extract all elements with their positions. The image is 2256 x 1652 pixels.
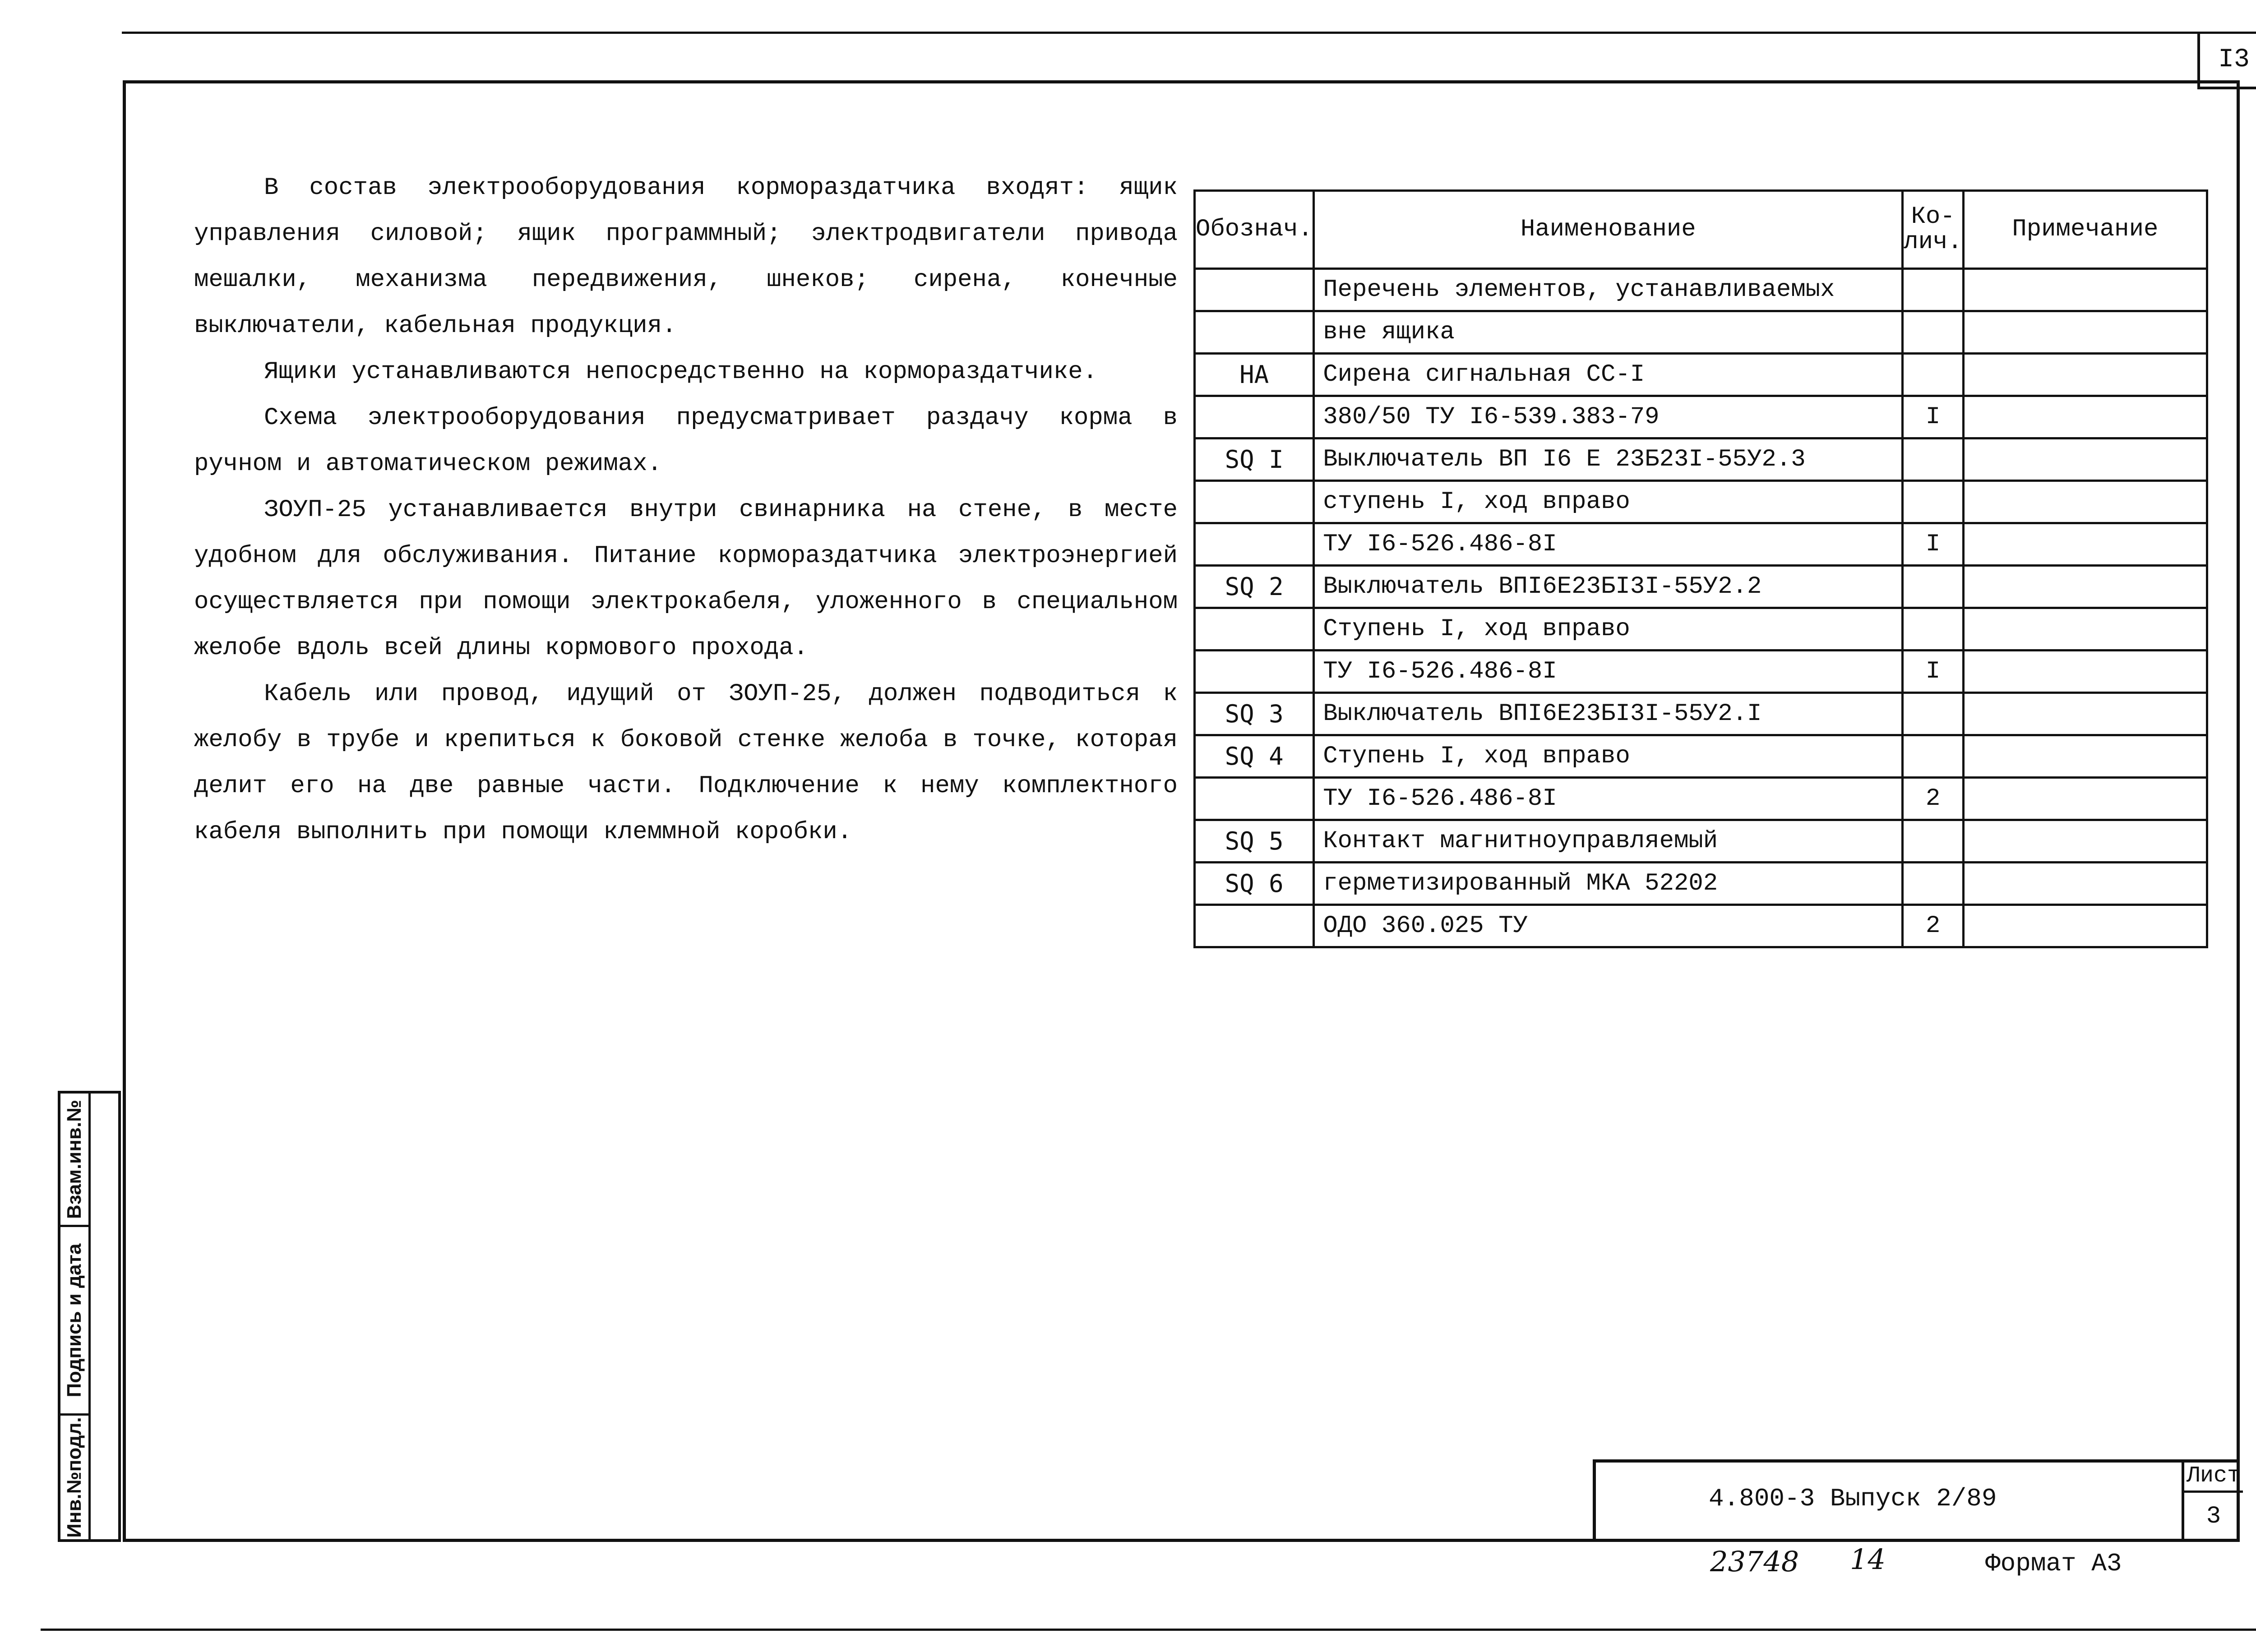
cell-note xyxy=(1963,608,2207,651)
cell-designation xyxy=(1195,269,1314,311)
cell-designation xyxy=(1195,608,1314,651)
cell-qty xyxy=(1903,311,1964,354)
cell-qty xyxy=(1903,438,1964,481)
cell-note xyxy=(1963,863,2207,905)
cell-name: Ступень I, ход вправо xyxy=(1314,735,1903,778)
paragraph: Кабель или провод, идущий от ЗОУП-25, должен подводиться к желобу в трубе и крепиться к боковой стенке желоба в точке, которая делит его на две равные части. Подключение к нему комплектного кабеля выполнить при помощи клеммной коробки. xyxy=(194,680,1178,846)
sheet-box xyxy=(2182,1463,2246,1542)
cell-note xyxy=(1963,566,2207,608)
cell-note xyxy=(1963,523,2207,566)
cell-designation: SQ I xyxy=(1195,438,1314,481)
paragraph: ЗОУП-25 устанавливается внутри свинарника на стене, в месте удобном для обслуживания. Питание кормораздатчика электроэнергией осуществляется при помощи электрокабеля, уложенного в специальном желобе вдоль всей длины кормового прохода. xyxy=(194,496,1178,662)
cell-qty xyxy=(1903,735,1964,778)
cell-note xyxy=(1963,481,2207,523)
cell-qty: 2 xyxy=(1903,905,1964,947)
table-row xyxy=(1195,523,2207,566)
stamp-inv-label: Инв.№подл. xyxy=(63,1417,85,1538)
cell-name: ТУ I6-526.486-8I xyxy=(1314,778,1903,820)
cell-note xyxy=(1963,354,2207,396)
cell-name: Ступень I, ход вправо xyxy=(1314,608,1903,651)
table-row xyxy=(1195,778,2207,820)
cell-designation xyxy=(1195,523,1314,566)
cell-note xyxy=(1963,905,2207,947)
cell-note xyxy=(1963,396,2207,438)
cell-qty xyxy=(1903,269,1964,311)
top-edge-line xyxy=(122,32,2256,34)
cell-designation: SQ 3 xyxy=(1195,693,1314,735)
stamp-replaces-label: Взам.инв.№ xyxy=(63,1099,85,1219)
cell-designation: SQ 4 xyxy=(1195,735,1314,778)
stamp-inv-cell xyxy=(60,1416,88,1539)
cell-qty: I xyxy=(1903,651,1964,693)
cell-designation: SQ 2 xyxy=(1195,566,1314,608)
cell-name: 380/50 ТУ I6-539.383-79 xyxy=(1314,396,1903,438)
cell-qty xyxy=(1903,481,1964,523)
table-row xyxy=(1195,820,2207,863)
cell-qty: I xyxy=(1903,523,1964,566)
format-label: Формат А3 xyxy=(1985,1549,2122,1578)
header-qty xyxy=(1903,191,1964,269)
cell-note xyxy=(1963,693,2207,735)
cell-name: Выключатель ВПI6Е23БI3I-55У2.2 xyxy=(1314,566,1903,608)
cell-name: Перечень элементов, устанавливаемых xyxy=(1314,269,1903,311)
cell-designation: SQ 5 xyxy=(1195,820,1314,863)
page-number: I3 xyxy=(2197,32,2256,89)
table-row xyxy=(1195,735,2207,778)
stamp-replaces-cell xyxy=(60,1094,88,1227)
paragraph: Ящики устанавливаются непосредственно на кормораздатчике. xyxy=(264,358,1098,386)
cell-qty xyxy=(1903,354,1964,396)
table-row xyxy=(1195,863,2207,905)
handwritten-number: 23748 xyxy=(1710,1545,1799,1578)
stamp-signature-label: Подпись и дата xyxy=(63,1243,85,1397)
cell-designation xyxy=(1195,396,1314,438)
cell-qty xyxy=(1903,693,1964,735)
table-row xyxy=(1195,481,2207,523)
header-note: Примечание xyxy=(1963,191,2207,269)
table-row xyxy=(1195,905,2207,947)
handwritten-page: 14 xyxy=(1850,1543,1886,1576)
cell-qty xyxy=(1903,863,1964,905)
paragraph: Схема электрооборудования предусматривает раздачу корма в ручном и автоматическом режимах. xyxy=(194,404,1178,478)
cell-note xyxy=(1963,438,2207,481)
cell-name: ТУ I6-526.486-8I xyxy=(1314,651,1903,693)
cell-name: Выключатель ВПI6Е23БI3I-55У2.I xyxy=(1314,693,1903,735)
table-row xyxy=(1195,566,2207,608)
cell-name: Сирена сигнальная СС-I xyxy=(1314,354,1903,396)
paragraph: В состав электрооборудования кормораздатчика входят: ящик управления силовой; ящик программный; электродвигатели привода мешалки, механизма передвижения, шнеков; сирена, конечные выключатели, кабельная продукция. xyxy=(194,174,1178,340)
table-header-row xyxy=(1195,191,2207,269)
header-name: Наименование xyxy=(1314,191,1903,269)
cell-name: Контакт магнитноуправляемый xyxy=(1314,820,1903,863)
cell-name: ступень I, ход вправо xyxy=(1314,481,1903,523)
document-code: 4.800-3 Выпуск 2/89 xyxy=(1709,1484,1997,1513)
table-row xyxy=(1195,608,2207,651)
cell-designation xyxy=(1195,778,1314,820)
table-row xyxy=(1195,354,2207,396)
header-qty-line2: лич. xyxy=(1904,228,1962,256)
cell-name: ОДО 360.025 ТУ xyxy=(1314,905,1903,947)
elements-table xyxy=(1193,189,2208,948)
cell-designation xyxy=(1195,651,1314,693)
table-row xyxy=(1195,693,2207,735)
cell-designation xyxy=(1195,481,1314,523)
side-stamp xyxy=(58,1091,121,1542)
title-block xyxy=(1593,1459,2240,1542)
cell-qty xyxy=(1903,820,1964,863)
cell-designation: НА xyxy=(1195,354,1314,396)
explanatory-text xyxy=(194,165,1178,855)
header-qty-line1: Ко- xyxy=(1911,203,1955,231)
cell-designation: SQ 6 xyxy=(1195,863,1314,905)
stamp-divider xyxy=(88,1094,91,1539)
cell-note xyxy=(1963,311,2207,354)
cell-qty xyxy=(1903,608,1964,651)
cell-qty: 2 xyxy=(1903,778,1964,820)
stamp-signature-cell xyxy=(60,1227,88,1416)
header-designation: Обознач. xyxy=(1195,191,1314,269)
cell-name: герметизированный МКА 52202 xyxy=(1314,863,1903,905)
cell-name: Выключатель ВП I6 Е 23Б23I-55У2.3 xyxy=(1314,438,1903,481)
cell-note xyxy=(1963,778,2207,820)
cell-qty xyxy=(1903,566,1964,608)
cell-designation xyxy=(1195,311,1314,354)
sheet-label: Лист xyxy=(2184,1463,2243,1493)
bottom-edge-line xyxy=(41,1629,2256,1631)
cell-qty: I xyxy=(1903,396,1964,438)
cell-note xyxy=(1963,651,2207,693)
cell-note xyxy=(1963,820,2207,863)
table-row xyxy=(1195,438,2207,481)
table-row xyxy=(1195,311,2207,354)
cell-note xyxy=(1963,735,2207,778)
sheet-number: 3 xyxy=(2206,1503,2221,1530)
cell-designation xyxy=(1195,905,1314,947)
cell-name: вне ящика xyxy=(1314,311,1903,354)
table-row xyxy=(1195,651,2207,693)
cell-note xyxy=(1963,269,2207,311)
table-row xyxy=(1195,269,2207,311)
table-row xyxy=(1195,396,2207,438)
cell-name: ТУ I6-526.486-8I xyxy=(1314,523,1903,566)
